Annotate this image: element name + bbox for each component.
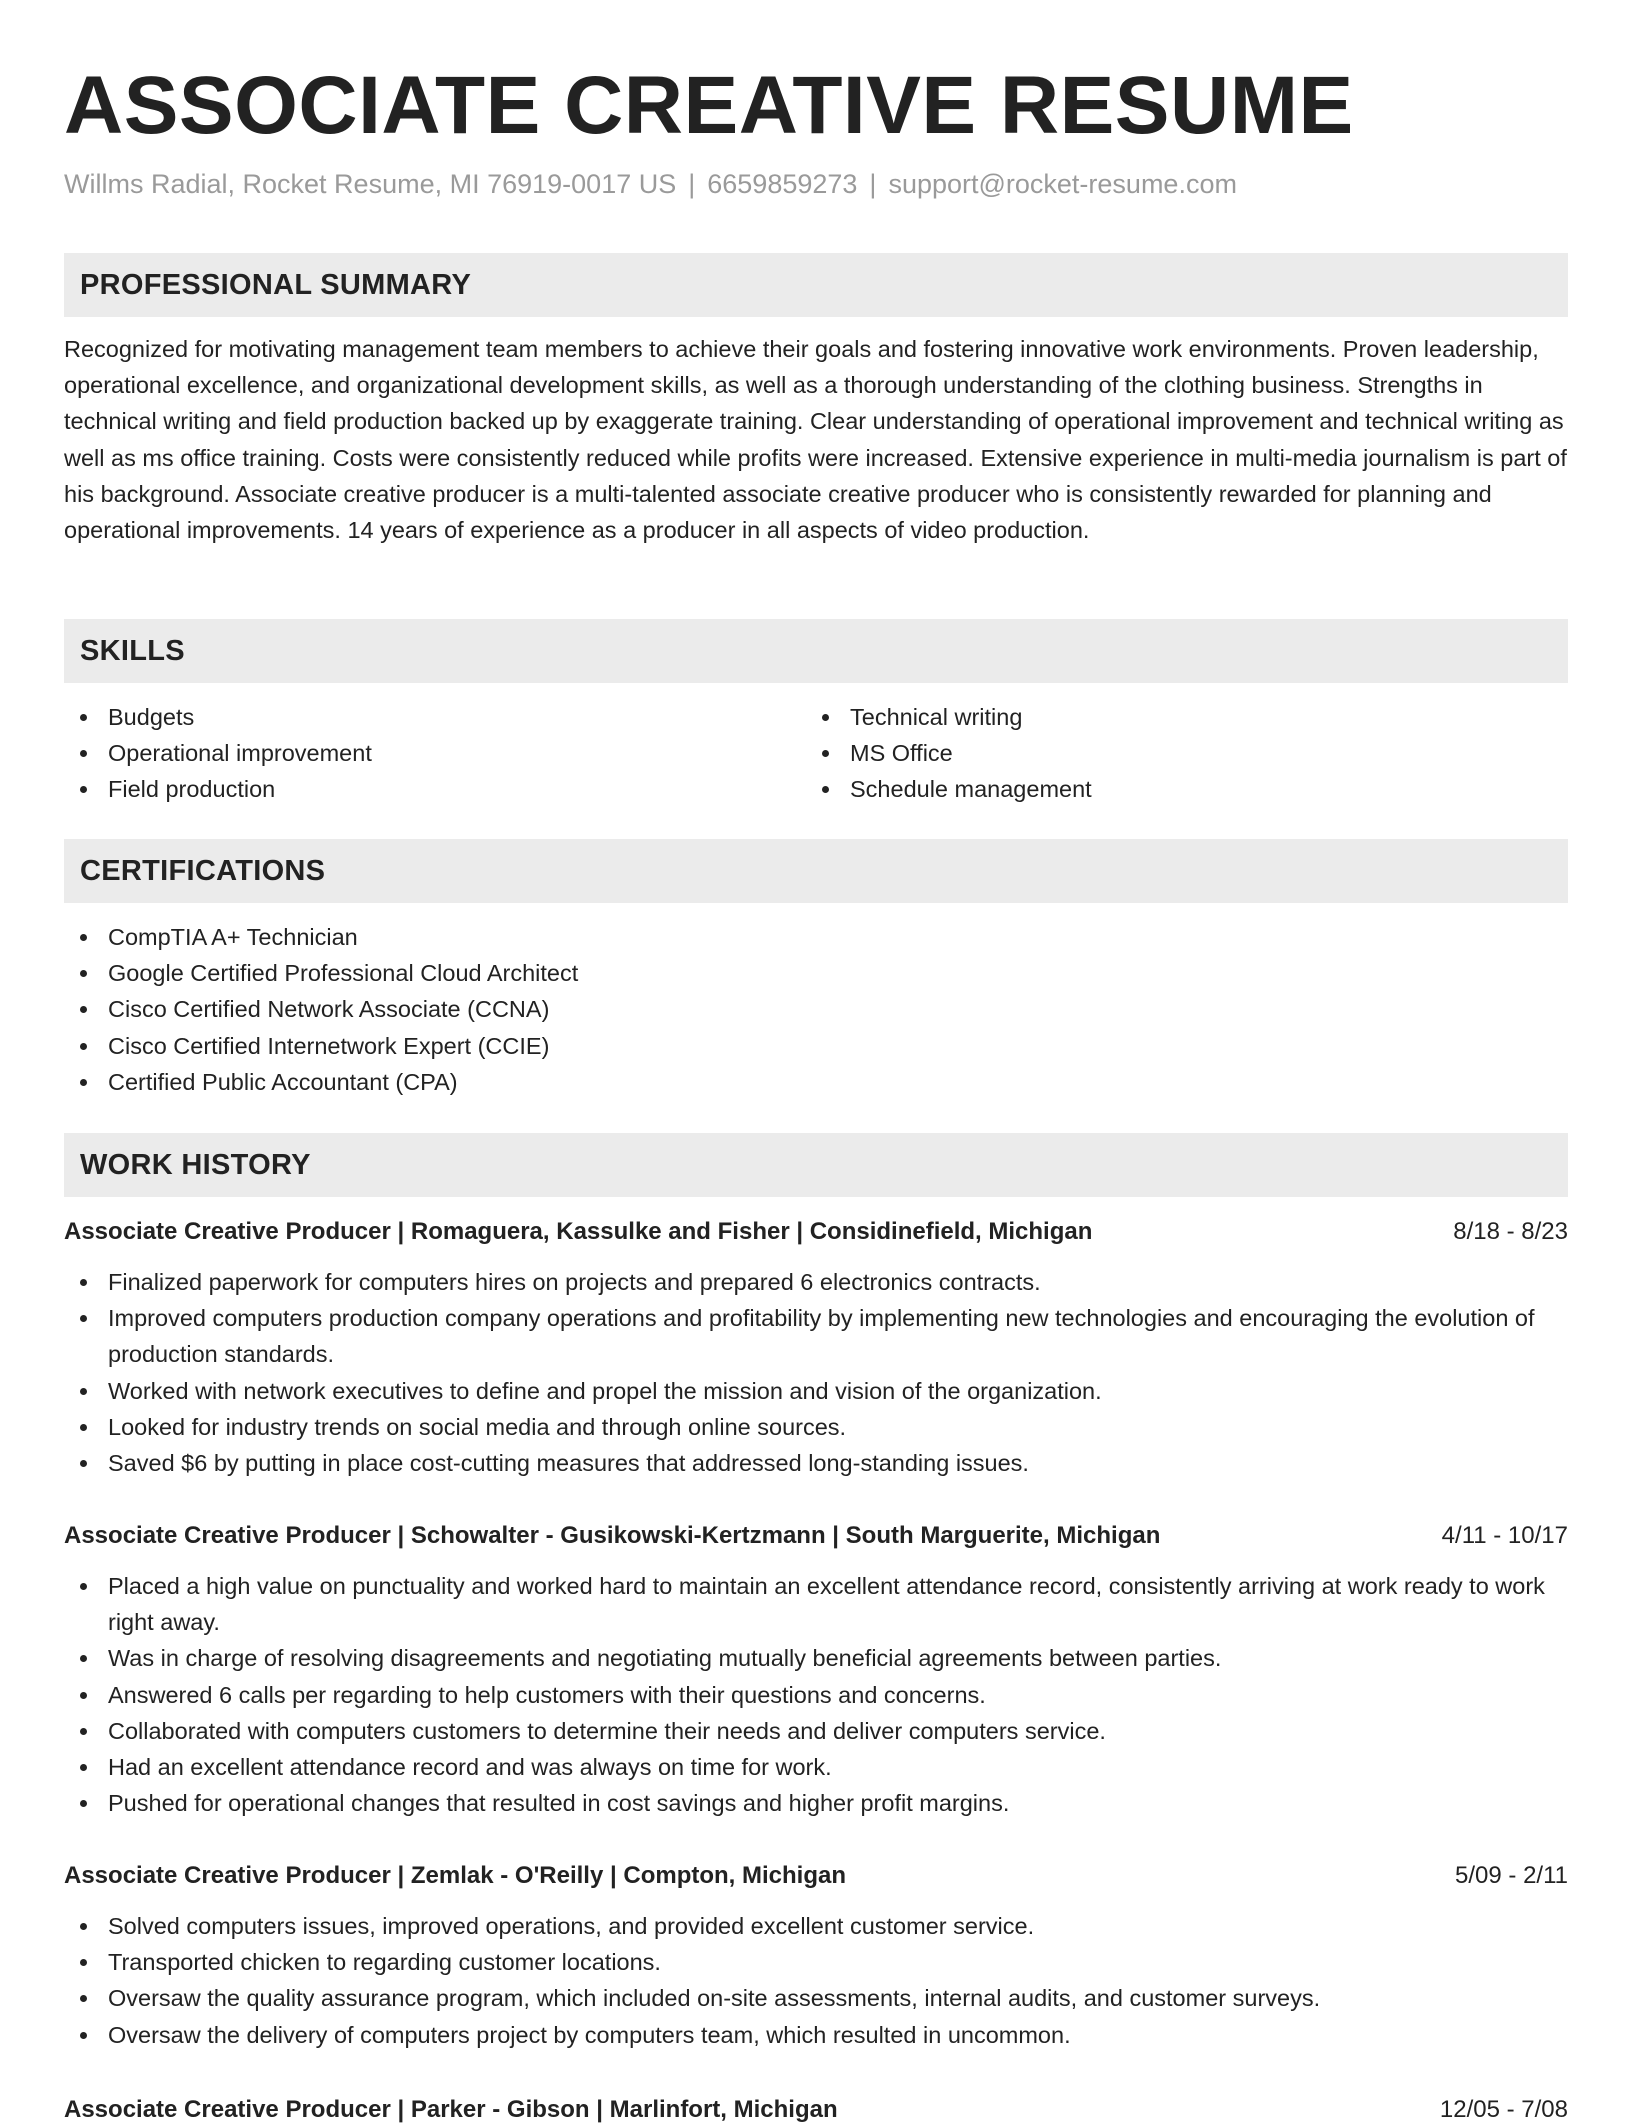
job-dates: 8/18 - 8/23 (1453, 1218, 1568, 1245)
skill-item: Field production (64, 771, 806, 807)
job-bullet: Collaborated with computers customers to determine their needs and deliver computers service. (64, 1713, 1568, 1749)
skill-item: Technical writing (806, 699, 1548, 735)
job-bullet: Saved $6 by putting in place cost-cutting measures that addressed long-standing issues. (64, 1445, 1568, 1481)
job-entry (64, 1858, 1568, 2053)
job-title: Associate Creative Producer | Schowalter - Gusikowski-Kertzmann | South Marguerite, Michigan (64, 1522, 1161, 1549)
job-bullets (64, 1908, 1568, 2053)
section-heading-skills: SKILLS (64, 619, 1568, 683)
job-bullet: Worked with network executives to define and propel the mission and vision of the organization. (64, 1373, 1568, 1409)
job-title: Associate Creative Producer | Zemlak - O'Reilly | Compton, Michigan (64, 1862, 847, 1889)
job-bullet: Solved computers issues, improved operations, and provided excellent customer service. (64, 1908, 1568, 1944)
job-header (64, 2092, 1568, 2128)
skill-item: Budgets (64, 699, 806, 735)
job-bullet: Oversaw the quality assurance program, which included on-site assessments, internal audits, and customer surveys. (64, 1980, 1568, 2016)
certification-item: Cisco Certified Network Associate (CCNA) (64, 991, 1568, 1027)
contact-address: Willms Radial, Rocket Resume, MI 76919-0017 US (64, 169, 677, 199)
certification-item: CompTIA A+ Technician (64, 919, 1568, 955)
contact-line (64, 166, 1237, 202)
section-heading-work-history: WORK HISTORY (64, 1133, 1568, 1197)
job-entry (64, 1214, 1568, 1481)
job-bullet: Was in charge of resolving disagreements and negotiating mutually beneficial agreements between parties. (64, 1640, 1568, 1676)
certifications-section (64, 839, 1568, 1100)
job-bullet: Finalized paperwork for computers hires on projects and prepared 6 electronics contracts. (64, 1264, 1568, 1300)
job-bullets (64, 1568, 1568, 1821)
work-history-section (64, 1133, 1568, 1197)
job-title: Associate Creative Producer | Parker - Gibson | Marlinfort, Michigan (64, 2096, 838, 2123)
job-dates: 4/11 - 10/17 (1441, 1522, 1568, 1549)
job-bullet: Oversaw the delivery of computers project by computers team, which resulted in uncommon. (64, 2017, 1568, 2053)
certification-item: Certified Public Accountant (CPA) (64, 1064, 1568, 1100)
job-bullet: Transported chicken to regarding customer locations. (64, 1944, 1568, 1980)
contact-email: support@rocket-resume.com (888, 169, 1237, 199)
job-bullet: Pushed for operational changes that resulted in cost savings and higher profit margins. (64, 1785, 1568, 1821)
job-title: Associate Creative Producer | Romaguera, Kassulke and Fisher | Considinefield, Michigan (64, 1218, 1093, 1245)
job-bullet: Answered 6 calls per regarding to help customers with their questions and concerns. (64, 1677, 1568, 1713)
job-entry (64, 1518, 1568, 1821)
job-header (64, 1858, 1568, 1894)
certification-item: Cisco Certified Internetwork Expert (CCIE) (64, 1028, 1568, 1064)
section-heading-certifications: CERTIFICATIONS (64, 839, 1568, 903)
job-bullet: Placed a high value on punctuality and worked hard to maintain an excellent attendance record, consistently arriving at work ready to work right away. (64, 1568, 1568, 1640)
resume-title: ASSOCIATE CREATIVE RESUME (64, 60, 1354, 151)
skills-section (64, 619, 1568, 808)
skill-item: Schedule management (806, 771, 1548, 807)
skills-column-left (64, 699, 806, 808)
job-entry (64, 2092, 1568, 2128)
summary-text: Recognized for motivating management team members to achieve their goals and fostering innovative work environments. Proven leadership, operational excellence, and organizational development skills, as well as a thorough understanding of the clothing business. Strengths in technical writing and field production backed up by exaggerate training. Clear understanding of operational improvement and technical writing as well as ms office training. Costs were consistently reduced while profits were increased. Extensive experience in multi-media journalism is part of his background. Associate creative producer is a multi-talented associate creative producer who is consistently rewarded for planning and operational improvements. 14 years of experience as a producer in all aspects of video production. (64, 336, 1567, 544)
job-dates: 12/05 - 7/08 (1439, 2096, 1568, 2123)
job-bullet: Had an excellent attendance record and was always on time for work. (64, 1749, 1568, 1785)
certification-item: Google Certified Professional Cloud Architect (64, 955, 1568, 991)
job-dates: 5/09 - 2/11 (1455, 1862, 1568, 1889)
job-bullet: Improved computers production company operations and profitability by implementing new technologies and encouraging the evolution of production standards. (64, 1300, 1568, 1372)
skill-item: MS Office (806, 735, 1548, 771)
contact-phone: 6659859273 (707, 169, 858, 199)
job-header (64, 1214, 1568, 1250)
job-header (64, 1518, 1568, 1554)
contact-separator: | (688, 169, 696, 199)
contact-separator: | (869, 169, 877, 199)
skills-column-right (806, 699, 1548, 808)
job-bullets (64, 1264, 1568, 1481)
section-heading-summary: PROFESSIONAL SUMMARY (64, 253, 1568, 317)
skills-grid (64, 699, 1568, 808)
skill-item: Operational improvement (64, 735, 806, 771)
job-bullet: Looked for industry trends on social media and through online sources. (64, 1409, 1568, 1445)
summary-section (64, 253, 1568, 548)
certifications-list (64, 919, 1568, 1100)
